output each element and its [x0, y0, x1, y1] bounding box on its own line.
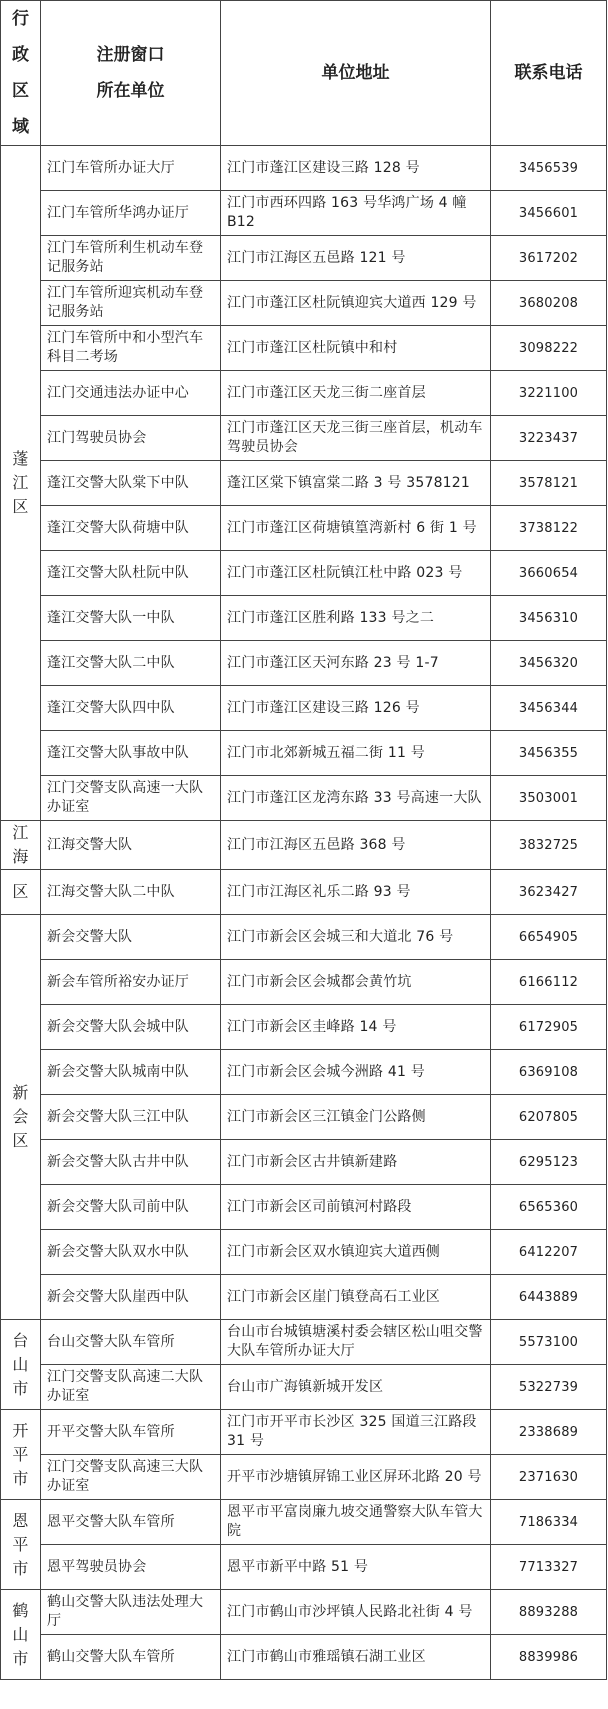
unit-phone: 6654905	[491, 915, 607, 960]
table-row	[1, 1095, 607, 1140]
unit-address: 江门市北郊新城五福二街 11 号	[221, 731, 491, 776]
table-row	[1, 506, 607, 551]
unit-name: 新会交警大队三江中队	[41, 1095, 221, 1140]
region-cell-pengjiang: 蓬 江 区	[1, 146, 41, 821]
table-row	[1, 1635, 607, 1680]
unit-phone: 5573100	[491, 1320, 607, 1365]
unit-name: 江门车管所办证大厅	[41, 146, 221, 191]
unit-phone: 3456310	[491, 596, 607, 641]
table-row	[1, 1005, 607, 1050]
unit-address: 江门市新会区古井镇新建路	[221, 1140, 491, 1185]
header-region: 行 政 区 域	[1, 1, 41, 146]
unit-name: 新会交警大队	[41, 915, 221, 960]
table-row	[1, 596, 607, 641]
unit-phone: 8839986	[491, 1635, 607, 1680]
unit-address: 开平市沙塘镇屏锦工业区屏环北路 20 号	[221, 1455, 491, 1500]
unit-name: 新会交警大队双水中队	[41, 1230, 221, 1275]
table-row	[1, 236, 607, 281]
table-row	[1, 371, 607, 416]
unit-address: 江门市蓬江区天河东路 23 号 1-7	[221, 641, 491, 686]
unit-phone: 3738122	[491, 506, 607, 551]
unit-phone: 6412207	[491, 1230, 607, 1275]
unit-address: 江门市蓬江区杜阮镇江杜中路 023 号	[221, 551, 491, 596]
unit-name: 新会交警大队会城中队	[41, 1005, 221, 1050]
unit-address: 蓬江区棠下镇富棠二路 3 号 3578121	[221, 461, 491, 506]
table-row	[1, 1590, 607, 1635]
unit-phone: 6565360	[491, 1185, 607, 1230]
header-phone: 联系电话	[491, 1, 607, 146]
region-cell-jianghai-suffix: 区	[1, 870, 41, 915]
table-row	[1, 191, 607, 236]
table-row	[1, 1500, 607, 1545]
unit-name: 江门交警支队高速三大队办证室	[41, 1455, 221, 1500]
unit-name: 江门车管所中和小型汽车科目二考场	[41, 326, 221, 371]
unit-address: 江门市鹤山市雅瑶镇石湖工业区	[221, 1635, 491, 1680]
unit-name: 江门交通违法办证中心	[41, 371, 221, 416]
unit-name: 蓬江交警大队荷塘中队	[41, 506, 221, 551]
unit-name: 鹤山交警大队车管所	[41, 1635, 221, 1680]
unit-name: 蓬江交警大队二中队	[41, 641, 221, 686]
region-cell-xinhui: 新 会 区	[1, 915, 41, 1320]
unit-name: 新会交警大队崖西中队	[41, 1275, 221, 1320]
table-row	[1, 915, 607, 960]
unit-name: 开平交警大队车管所	[41, 1410, 221, 1455]
unit-address: 江门市蓬江区龙湾东路 33 号高速一大队	[221, 776, 491, 821]
unit-address: 江门市新会区双水镇迎宾大道西侧	[221, 1230, 491, 1275]
unit-address: 江门市江海区五邑路 121 号	[221, 236, 491, 281]
region-cell-kaiping: 开 平 市	[1, 1410, 41, 1500]
unit-phone: 3660654	[491, 551, 607, 596]
unit-name: 江门车管所华鸿办证厅	[41, 191, 221, 236]
unit-name: 江海交警大队二中队	[41, 870, 221, 915]
unit-address: 江门市蓬江区建设三路 128 号	[221, 146, 491, 191]
unit-phone: 3578121	[491, 461, 607, 506]
unit-phone: 3456344	[491, 686, 607, 731]
unit-address: 江门市蓬江区天龙三街三座首层，机动车驾驶员协会	[221, 416, 491, 461]
unit-address: 台山市台城镇塘溪村委会辖区松山咀交警大队车管所办证大厅	[221, 1320, 491, 1365]
unit-name: 新会交警大队司前中队	[41, 1185, 221, 1230]
unit-name: 鹤山交警大队违法处理大厅	[41, 1590, 221, 1635]
unit-name: 蓬江交警大队杜阮中队	[41, 551, 221, 596]
unit-address: 江门市江海区礼乐二路 93 号	[221, 870, 491, 915]
table-row	[1, 960, 607, 1005]
unit-address: 恩平市平富岗廉九坡交通警察大队车管大院	[221, 1500, 491, 1545]
unit-name: 新会交警大队古井中队	[41, 1140, 221, 1185]
unit-phone: 8893288	[491, 1590, 607, 1635]
region-cell-heshan: 鹤 山 市	[1, 1590, 41, 1680]
unit-address: 江门市蓬江区杜阮镇迎宾大道西 129 号	[221, 281, 491, 326]
region-cell-taishan: 台 山 市	[1, 1320, 41, 1410]
unit-phone: 2371630	[491, 1455, 607, 1500]
table-row	[1, 1185, 607, 1230]
unit-name: 江门交警支队高速二大队办证室	[41, 1365, 221, 1410]
unit-phone: 3680208	[491, 281, 607, 326]
unit-address: 江门市蓬江区荷塘镇篁湾新村 6 街 1 号	[221, 506, 491, 551]
unit-address: 江门市江海区五邑路 368 号	[221, 821, 491, 870]
region-cell-enping: 恩 平 市	[1, 1500, 41, 1590]
table-row	[1, 641, 607, 686]
unit-phone: 3617202	[491, 236, 607, 281]
unit-address: 江门市新会区圭峰路 14 号	[221, 1005, 491, 1050]
header-address: 单位地址	[221, 1, 491, 146]
unit-name: 江门驾驶员协会	[41, 416, 221, 461]
unit-phone: 6295123	[491, 1140, 607, 1185]
unit-address: 江门市鹤山市沙坪镇人民路北社街 4 号	[221, 1590, 491, 1635]
unit-address: 江门市新会区崖门镇登高石工业区	[221, 1275, 491, 1320]
unit-name: 江门车管所利生机动车登记服务站	[41, 236, 221, 281]
unit-name: 新会交警大队城南中队	[41, 1050, 221, 1095]
table-row	[1, 1050, 607, 1095]
unit-name: 台山交警大队车管所	[41, 1320, 221, 1365]
table-header-row	[1, 1, 607, 146]
table-row	[1, 281, 607, 326]
unit-phone: 6166112	[491, 960, 607, 1005]
unit-phone: 3098222	[491, 326, 607, 371]
unit-phone: 6369108	[491, 1050, 607, 1095]
unit-address: 台山市广海镇新城开发区	[221, 1365, 491, 1410]
table-row	[1, 326, 607, 371]
unit-address: 江门市西环四路 163 号华鸿广场 4 幢 B12	[221, 191, 491, 236]
unit-phone: 7713327	[491, 1545, 607, 1590]
table-row	[1, 1545, 607, 1590]
table-row	[1, 461, 607, 506]
unit-name: 江海交警大队	[41, 821, 221, 870]
unit-phone: 7186334	[491, 1500, 607, 1545]
unit-address: 江门市蓬江区杜阮镇中和村	[221, 326, 491, 371]
unit-address: 江门市新会区会城今洲路 41 号	[221, 1050, 491, 1095]
unit-address: 恩平市新平中路 51 号	[221, 1545, 491, 1590]
unit-address: 江门市开平市长沙区 325 国道三江路段 31 号	[221, 1410, 491, 1455]
unit-phone: 6443889	[491, 1275, 607, 1320]
table-row	[1, 551, 607, 596]
unit-phone: 3456601	[491, 191, 607, 236]
table-row	[1, 1275, 607, 1320]
table-row	[1, 1365, 607, 1410]
table-row	[1, 870, 607, 915]
unit-address: 江门市新会区司前镇河村路段	[221, 1185, 491, 1230]
unit-phone: 2338689	[491, 1410, 607, 1455]
unit-name: 新会车管所裕安办证厅	[41, 960, 221, 1005]
unit-address: 江门市蓬江区建设三路 126 号	[221, 686, 491, 731]
unit-phone: 3503001	[491, 776, 607, 821]
table-row	[1, 1230, 607, 1275]
table-row	[1, 776, 607, 821]
unit-name: 蓬江交警大队一中队	[41, 596, 221, 641]
unit-phone: 6207805	[491, 1095, 607, 1140]
unit-name: 恩平驾驶员协会	[41, 1545, 221, 1590]
unit-name: 恩平交警大队车管所	[41, 1500, 221, 1545]
unit-address: 江门市蓬江区胜利路 133 号之二	[221, 596, 491, 641]
unit-phone: 3832725	[491, 821, 607, 870]
unit-phone: 5322739	[491, 1365, 607, 1410]
table-row	[1, 686, 607, 731]
table-row	[1, 1410, 607, 1455]
table-row	[1, 416, 607, 461]
unit-phone: 3456320	[491, 641, 607, 686]
table-row	[1, 821, 607, 870]
unit-phone: 3623427	[491, 870, 607, 915]
unit-address: 江门市新会区会城三和大道北 76 号	[221, 915, 491, 960]
table-row	[1, 1140, 607, 1185]
unit-phone: 3223437	[491, 416, 607, 461]
unit-name: 江门交警支队高速一大队办证室	[41, 776, 221, 821]
unit-phone: 6172905	[491, 1005, 607, 1050]
unit-name: 蓬江交警大队四中队	[41, 686, 221, 731]
header-unit: 注册窗口 所在单位	[41, 1, 221, 146]
unit-phone: 3221100	[491, 371, 607, 416]
unit-name: 蓬江交警大队棠下中队	[41, 461, 221, 506]
unit-address: 江门市新会区三江镇金门公路侧	[221, 1095, 491, 1140]
table-row	[1, 146, 607, 191]
unit-phone: 3456539	[491, 146, 607, 191]
unit-address: 江门市蓬江区天龙三街二座首层	[221, 371, 491, 416]
table-row	[1, 1320, 607, 1365]
unit-name: 江门车管所迎宾机动车登记服务站	[41, 281, 221, 326]
unit-name: 蓬江交警大队事故中队	[41, 731, 221, 776]
region-cell-jianghai: 江 海	[1, 821, 41, 870]
table-row	[1, 731, 607, 776]
table-row	[1, 1455, 607, 1500]
unit-phone: 3456355	[491, 731, 607, 776]
unit-address: 江门市新会区会城都会黄竹坑	[221, 960, 491, 1005]
